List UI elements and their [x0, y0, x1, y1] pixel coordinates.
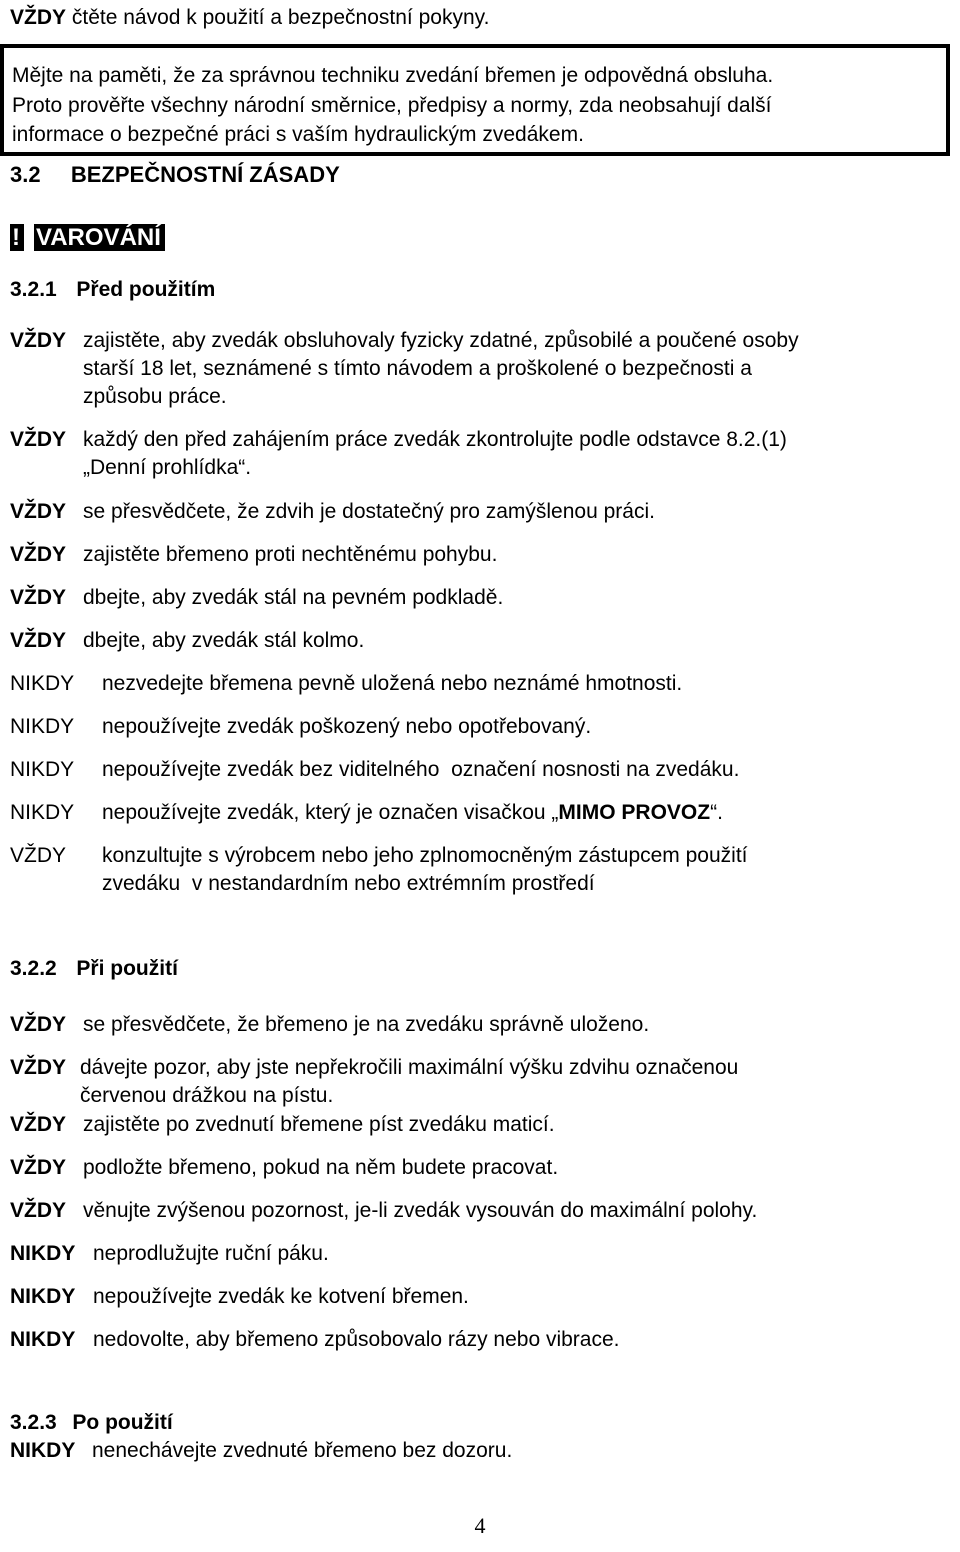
rule-keyword: VŽDY	[10, 329, 67, 352]
subsection-3-title: Po použití	[72, 1411, 173, 1434]
notice-line-2: Proto prověřte všechny národní směrnice, předpisy a normy, zda neobsahují další	[12, 94, 772, 117]
rule-text-post: “.	[710, 801, 723, 824]
rule-text-line: konzultujte s výrobcem nebo jeho zplnomocněným zástupcem použití	[102, 844, 748, 867]
rule-keyword: NIKDY	[10, 1285, 76, 1308]
subsection-3-number: 3.2.3	[10, 1411, 57, 1434]
rule-keyword: VŽDY	[10, 629, 67, 652]
subsection-1-title: Před použitím	[76, 278, 216, 301]
rule-keyword: VŽDY	[10, 500, 67, 523]
rule-keyword: NIKDY	[10, 1242, 76, 1265]
rule-keyword: NIKDY	[10, 758, 75, 781]
rule-text-line: nepoužívejte zvedák poškozený nebo opotřebovaný.	[102, 715, 592, 738]
subsection-1-heading	[10, 276, 215, 304]
intro-keyword: VŽDY	[10, 6, 67, 29]
rule-text-line: věnujte zvýšenou pozornost, je-li zvedák vysouván do maximální polohy.	[83, 1199, 758, 1222]
section-heading	[10, 161, 340, 189]
warning-label: VAROVÁNÍ	[34, 224, 165, 251]
out-of-service-tag: MIMO PROVOZ	[558, 801, 711, 824]
rule-text-pre: nepoužívejte zvedák, který je označen visačkou „	[102, 801, 559, 824]
rule-keyword: NIKDY	[10, 801, 75, 824]
rule-keyword: NIKDY	[10, 672, 75, 695]
rule-text-line: dbejte, aby zvedák stál na pevném podkladě.	[83, 586, 504, 609]
rule-keyword: NIKDY	[10, 1439, 76, 1462]
rule-text-line: zvedáku v nestandardním nebo extrémním prostředí	[102, 872, 595, 895]
page-number: 4	[474, 1513, 486, 1538]
rule-keyword: VŽDY	[10, 1113, 67, 1136]
warning-mark: !	[10, 224, 24, 251]
section-title: BEZPEČNOSTNÍ ZÁSADY	[70, 162, 340, 187]
rule-text-line: dávejte pozor, aby jste nepřekročili maximální výšku zdvihu označenou	[80, 1056, 739, 1079]
rule-text-line: nepoužívejte zvedák ke kotvení břemen.	[93, 1285, 469, 1308]
subsection-2-number: 3.2.2	[10, 957, 57, 980]
subsection-2-title: Při použití	[76, 957, 178, 980]
rule-keyword: VŽDY	[10, 543, 67, 566]
rule-text-line: nedovolte, aby břemeno způsobovalo rázy nebo vibrace.	[93, 1328, 620, 1351]
rule-keyword: VŽDY	[10, 844, 67, 867]
rule-text-line: „Denní prohlídka“.	[83, 456, 252, 479]
rule-text-line: nezvedejte břemena pevně uložená nebo neznámé hmotnosti.	[102, 672, 683, 695]
rule-text-line: dbejte, aby zvedák stál kolmo.	[83, 629, 365, 652]
rule-text-line: se přesvědčete, že zdvih je dostatečný pro zamýšlenou práci.	[83, 500, 655, 523]
rule-text-line: starší 18 let, seznámené s tímto návodem a proškolené o bezpečnosti a	[83, 357, 752, 380]
rule-keyword: VŽDY	[10, 586, 67, 609]
subsection-1-number: 3.2.1	[10, 278, 57, 301]
rule-keyword: VŽDY	[10, 428, 67, 451]
rule-text-line	[102, 799, 723, 827]
rule-keyword: VŽDY	[10, 1013, 67, 1036]
intro-text: čtěte návod k použití a bezpečnostní pokyny.	[71, 6, 490, 29]
subsection-3-heading	[10, 1409, 173, 1437]
rule-keyword: VŽDY	[10, 1156, 67, 1179]
rule-text-line: způsobu práce.	[83, 385, 227, 408]
rule-text-line: neprodlužujte ruční páku.	[93, 1242, 329, 1265]
rule-keyword: NIKDY	[10, 715, 75, 738]
rule-keyword: NIKDY	[10, 1328, 76, 1351]
rule-text-line: červenou drážkou na pístu.	[80, 1084, 334, 1107]
rule-keyword: VŽDY	[10, 1056, 67, 1079]
rule-text-line: zajistěte břemeno proti nechtěnému pohybu.	[83, 543, 498, 566]
rule-text-line: nenechávejte zvednuté břemeno bez dozoru.	[92, 1439, 513, 1462]
rule-text-line: každý den před zahájením práce zvedák zkontrolujte podle odstavce 8.2.(1)	[83, 428, 787, 451]
rule-text-line: se přesvědčete, že břemeno je na zvedáku správně uloženo.	[83, 1013, 650, 1036]
section-number: 3.2	[10, 162, 41, 187]
rule-text-line: zajistěte po zvednutí břemene píst zvedáku maticí.	[83, 1113, 555, 1136]
notice-box	[0, 44, 950, 156]
rule-text-line: podložte břemeno, pokud na něm budete pracovat.	[83, 1156, 559, 1179]
notice-line-3: informace o bezpečné práci s vaším hydraulickým zvedákem.	[12, 123, 584, 146]
rule-text-line: nepoužívejte zvedák bez viditelného označení nosnosti na zvedáku.	[102, 758, 740, 781]
subsection-2-heading	[10, 955, 178, 983]
intro-line	[10, 4, 489, 32]
rule-keyword: VŽDY	[10, 1199, 67, 1222]
warning-badge	[10, 222, 165, 254]
rule-text-line: zajistěte, aby zvedák obsluhovaly fyzicky zdatné, způsobilé a poučené osoby	[83, 329, 799, 352]
notice-line-1: Mějte na paměti, že za správnou techniku zvedání břemen je odpovědná obsluha.	[12, 64, 774, 87]
